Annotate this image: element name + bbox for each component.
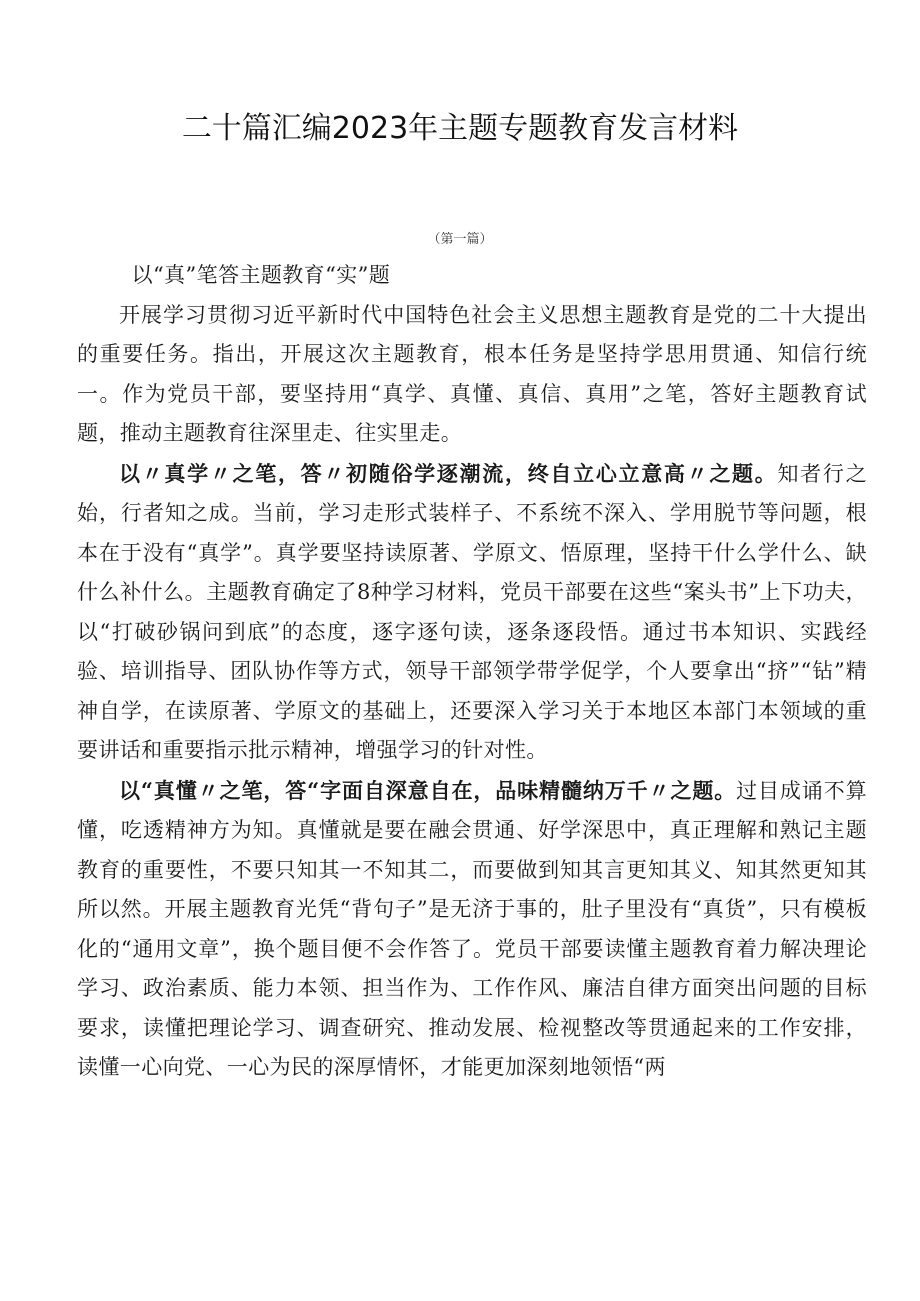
paragraph-true-study xyxy=(77,454,867,771)
paragraph-true-understanding xyxy=(77,771,867,1088)
paragraph-intro xyxy=(77,296,867,454)
paragraph-text: 过目成诵不算懂，吃透精神方为知。真懂就是要在融会贯通、好学深思中，真正理解和熟记主题教育的重要性，不要只知其一不知其二，而要做到知其言更知其义、知其然更知其所以然。开展主题教育光凭“背句子”是无济于事的，肚子里没有“真货”，只有模板化的“通用文章”，换个题目便不会作答了。党员干部要读懂主题教育着力解决理论学习、政治素质、能力本领、担当作为、工作作风、廉洁自律方面突出问题的目标要求，读懂把理论学习、调查研究、推动发展、检视整改等贯通起来的工作安排，读懂一心向党、一心为民的深厚情怀，才能更加深刻地领悟“两 xyxy=(77,778,867,1079)
article-subtitle: 以“真”笔答主题教育“实”题 xyxy=(131,263,391,287)
paragraph-text: 开展学习贯彻习近平新时代中国特色社会主义思想主题教育是党的二十大提出的重要任务。指出，开展这次主题教育，根本任务是坚持学思用贯通、知信行统一。作为党员干部，要坚持用“真学、真懂、真信、真用”之笔，答好主题教育试题，推动主题教育往深里走、往实里走。 xyxy=(77,302,867,445)
paragraph-heading: 以〃真学〃之笔，答〃初随俗学逐潮流，终自立心立意高〃之题。 xyxy=(119,460,778,486)
piece-label: （第一篇） xyxy=(427,232,493,247)
document-title: 二十篇汇编2023年主题专题教育发言材料 xyxy=(181,111,739,146)
paragraph-text: 知者行之始，行者知之成。当前，学习走形式装样子、不系统不深入、学用脱节等问题，根本在于没有“真学”。真学要坚持读原著、学原文、悟原理，坚持干什么学什么、缺什么补什么。主题教育确定了8种学习材料，党员干部要在这些“案头书”上下功夫，以“打破砂锅问到底”的态度，逐字逐句读，逐条逐段悟。通过书本知识、实践经验、培训指导、团队协作等方式，领导干部领学带学促学，个人要拿出“挤”“钻”精神自学，在读原著、学原文的基础上，还要深入学习关于本地区本部门本领域的重要讲话和重要指示批示精神，增强学习的针对性。 xyxy=(77,461,867,762)
paragraph-heading: 以“真懂〃之笔，答“字面自深意自在，品味精髓纳万千〃之题。 xyxy=(119,777,737,803)
document-body xyxy=(77,256,867,1088)
